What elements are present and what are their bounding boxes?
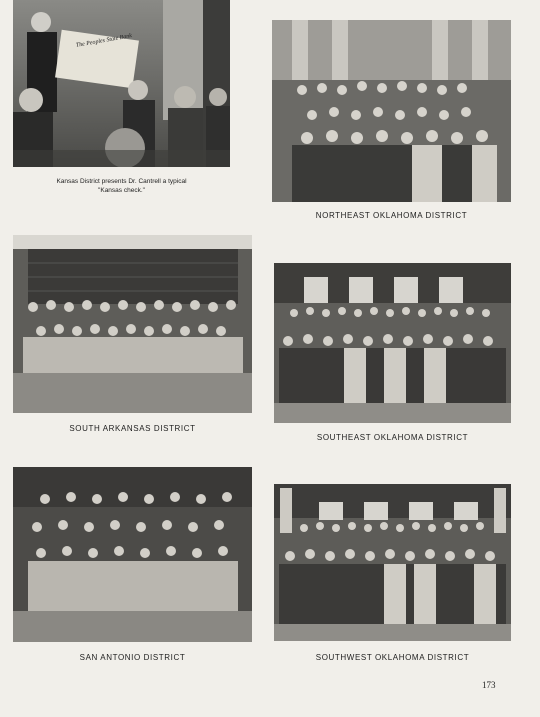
page-number: 173 [482, 680, 496, 690]
san-antonio-photo [13, 467, 252, 642]
south-arkansas-photo [13, 235, 252, 413]
check-text: The Peoples State Bank [75, 33, 133, 49]
southwest-oklahoma-photo [274, 484, 511, 641]
northeast-oklahoma-photo [272, 20, 511, 202]
south-arkansas-caption: SOUTH ARKANSAS DISTRICT [69, 424, 196, 433]
kansas-caption [13, 177, 230, 195]
kansas-caption-line2: "Kansas check." [98, 187, 145, 194]
kansas-caption-line1: Kansas District presents Dr. Cantrell a typical [56, 178, 187, 185]
southeast-oklahoma-caption: SOUTHEAST OKLAHOMA DISTRICT [316, 433, 469, 442]
kansas-check-photo [13, 0, 230, 167]
southwest-oklahoma-caption: SOUTHWEST OKLAHOMA DISTRICT [315, 653, 470, 662]
southeast-oklahoma-photo [274, 263, 511, 423]
northeast-oklahoma-caption: NORTHEAST OKLAHOMA DISTRICT [315, 211, 468, 220]
san-antonio-caption: SAN ANTONIO DISTRICT [79, 653, 186, 662]
